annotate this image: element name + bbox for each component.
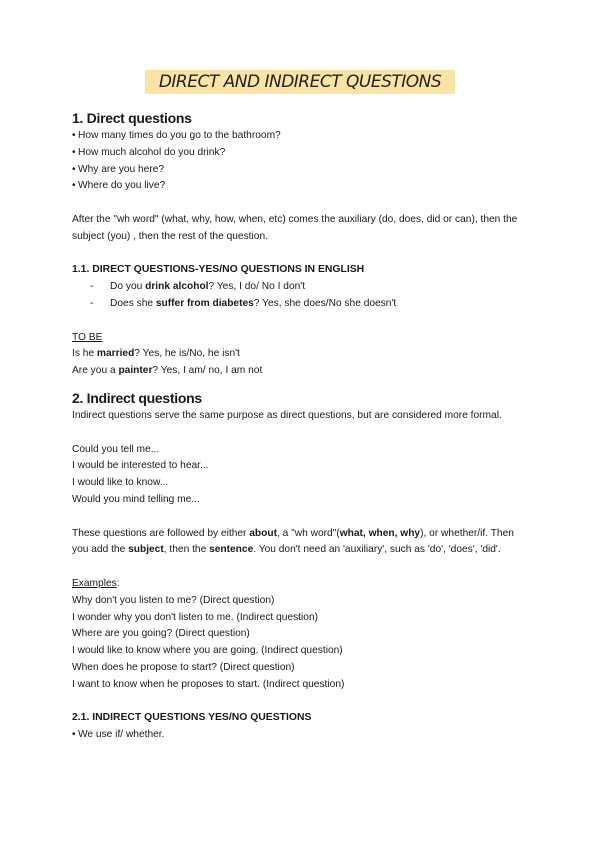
list-item: • We use if/ whether.: [72, 727, 542, 744]
subsection-heading-indirect-yes-no: 2.1. INDIRECT QUESTIONS YES/NO QUESTIONS: [72, 712, 312, 724]
list-item: • How much alcohol do you drink?: [72, 145, 542, 162]
to-be-line: Are you a painter? Yes, I am/ no, I am not: [72, 365, 263, 377]
phrase: Could you tell me...: [72, 443, 160, 455]
subsection-heading-yes-no: 1.1. DIRECT QUESTIONS-YES/NO QUESTIONS IN ENGLISH: [72, 264, 365, 276]
yes-no-list: [72, 279, 542, 313]
paragraph: After the "wh word" (what, why, how, when, etc) comes the auxiliary (do, does, did or can), then the: [72, 213, 518, 225]
list-item: - Does she suffer from diabetes? Yes, she does/No she doesn't: [72, 296, 542, 313]
list-item: • Where do you live?: [72, 178, 542, 195]
example-line: Where are you going? (Direct question): [72, 628, 250, 640]
example-line: I want to know when he proposes to start. (Indirect question): [72, 678, 345, 690]
document-body: [72, 108, 542, 744]
direct-questions-list: [72, 128, 542, 195]
example-line: I would like to know where you are going. (Indirect question): [72, 645, 343, 657]
list-item: - Do you drink alcohol? Yes, I do/ No I don't: [72, 279, 542, 296]
indirect-yes-no-list: [72, 727, 542, 744]
to-be-line: Is he married? Yes, he is/No, he isn't: [72, 348, 240, 360]
list-item: • Why are you here?: [72, 162, 542, 179]
title-wrap: [0, 70, 600, 94]
phrase: I would be interested to hear...: [72, 460, 209, 472]
list-item: • How many times do you go to the bathroom?: [72, 128, 542, 145]
section-heading-indirect: 2. Indirect questions: [72, 389, 202, 406]
page-title: DIRECT AND INDIRECT QUESTIONS: [145, 70, 455, 94]
section-heading-direct: 1. Direct questions: [72, 110, 192, 126]
phrase: Would you mind telling me...: [72, 493, 200, 505]
examples-label: Examples:: [72, 577, 120, 589]
example-line: When does he propose to start? (Direct question): [72, 661, 295, 673]
phrase: I would like to know...: [72, 477, 169, 489]
paragraph: Indirect questions serve the same purpose as direct questions, but are considered more formal.: [72, 409, 502, 421]
to-be-label: TO BE: [72, 331, 103, 343]
paragraph: These questions are followed by either about, a "wh word"(what, when, why), or whether/if. Then: [72, 527, 514, 539]
paragraph: you add the subject, then the sentence. You don't need an 'auxiliary', such as 'do', 'does', 'did'.: [72, 544, 501, 556]
paragraph: subject (you) , then the rest of the question.: [72, 230, 268, 242]
example-line: Why don't you listen to me? (Direct question): [72, 594, 275, 606]
example-line: I wonder why you don't listen to me. (Indirect question): [72, 611, 319, 623]
